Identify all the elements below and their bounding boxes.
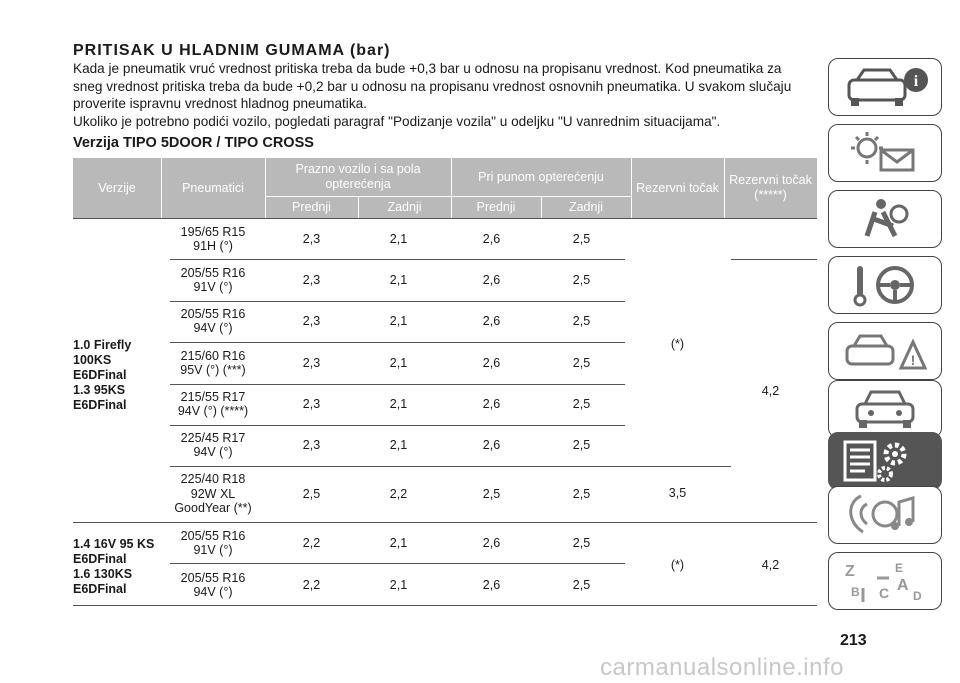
group1-row-6-front-full: 2,6 [482,438,501,452]
group1-row-3-tire-size: 205/55 R16 94V (°) [180,306,246,335]
chapter-tab-emergency[interactable] [828,322,942,380]
watermark: carmanualsonline.info [600,654,844,681]
group1-spare2: 4,2 [761,384,780,398]
chapter-tab-maintenance[interactable] [828,380,942,438]
group1-row-7-front-full: 2,5 [482,487,501,501]
header-prednji-2: Prednji [476,199,516,214]
group1-row-3-rear-normal: 2,1 [389,314,408,328]
group1-row-1-tire-size: 195/65 R15 91H (°) [180,224,246,253]
group2-row-1-front-full: 2,6 [482,536,501,550]
key-steering-icon [837,262,933,308]
group2-row-1-rear-normal: 2,1 [389,536,408,550]
header-rezervni-2: Rezervni točak (*****) [729,173,812,202]
svg-text:i: i [913,73,919,90]
group1-row-5-rear-full: 2,5 [572,397,591,411]
svg-text:Z: Z [845,563,855,580]
group1-row-4-rear-normal: 2,1 [389,356,408,370]
group1-row-3-front-full: 2,6 [482,314,501,328]
group1-spare: (*) [670,337,685,351]
header-prazno: Prazno vozilo i sa pola opterećenja [295,162,421,191]
lights-message-icon [837,130,933,176]
group1-row-4-front-normal: 2,3 [302,356,321,370]
chapter-tab-lights[interactable] [828,124,942,182]
multimedia-icon [837,492,933,538]
table-header [73,158,817,218]
header-pneumatici: Pneumatici [182,180,244,195]
warning-emergency-icon [837,328,933,374]
group1-row-6-rear-full: 2,5 [572,438,591,452]
chapter-tab-technical-data[interactable] [828,432,942,490]
header-rezervni: Rezervni točak [636,180,719,195]
group1-row-7-rear-full: 2,5 [572,487,591,501]
group2-spare: (*) [670,558,685,572]
page-number: 213 [840,632,867,649]
chapter-tab-multimedia[interactable] [828,486,942,544]
group2-row-1-front-normal: 2,2 [302,536,321,550]
group1-row-2-rear-full: 2,5 [572,273,591,287]
group1-row-2-front-normal: 2,3 [302,273,321,287]
svg-text:B: B [851,585,860,599]
lifting-paragraph: Ukoliko je potrebno podići vozilo, pogledati paragraf "Podizanje vozila" u odeljku "U vanrednim situacijama". [73,114,721,129]
group1-row-1-rear-full: 2,5 [572,232,591,246]
group1-row-7-rear-normal: 2,2 [389,487,408,501]
group1-row-3-front-normal: 2,3 [302,314,321,328]
group2-row-2-front-full: 2,6 [482,578,501,592]
car-info-icon [837,64,933,110]
group1-label: 1.0 Firefly 100KS E6DFinal 1.3 95KS E6DFinal [73,338,132,412]
group1-row-1-rear-normal: 2,1 [389,232,408,246]
group1-row-1-front-full: 2,6 [482,232,501,246]
svg-text:A: A [897,577,909,594]
group1-row-2-tire-size: 205/55 R16 91V (°) [180,265,246,294]
section-title: PRITISAK U HLADNIM GUMAMA (bar) [73,42,391,59]
group1-row-4-rear-full: 2,5 [572,356,591,370]
group2-row-1-rear-full: 2,5 [572,536,591,550]
group2-row-1-tire-size: 205/55 R16 91V (°) [180,528,246,557]
header-zadnji-2: Zadnji [568,199,604,214]
group1-row-5-tire-size: 215/55 R17 94V (°) (****) [177,389,249,418]
svg-text:!: ! [910,352,916,368]
version-subtitle: Verzija TIPO 5DOOR / TIPO CROSS [73,135,314,151]
group1-row-6-front-normal: 2,3 [302,438,321,452]
group1-row-7-tire-size: 225/40 R18 92W XL GoodYear (**) [174,472,252,516]
group1-row-4-front-full: 2,6 [482,356,501,370]
header-verzije: Verzije [98,180,136,195]
group1-row-5-front-normal: 2,3 [302,397,321,411]
group2-row-2-rear-normal: 2,1 [389,578,408,592]
group1-row-2-front-full: 2,6 [482,273,501,287]
group1-row-1-front-normal: 2,3 [302,232,321,246]
group2-row-2-rear-full: 2,5 [572,578,591,592]
svg-text:D: D [913,589,922,603]
chapter-tab-starting[interactable] [828,256,942,314]
group1-row-6-rear-normal: 2,1 [389,438,408,452]
header-prednji-1: Prednji [292,199,331,214]
chapter-tab-index[interactable] [828,552,942,610]
alphabetical-index-icon [837,558,933,604]
group1-row-2-rear-normal: 2,1 [389,273,408,287]
group2-label: 1.4 16V 95 KS E6DFinal 1.6 130KS E6DFinal [73,537,155,596]
airbag-safety-icon [837,196,933,242]
header-punom: Pri punom opterećenju [478,169,604,184]
intro-paragraph: Kada je pneumatik vruć vrednost pritiska treba da bude +0,3 bar u odnosu na propisanu vrednost. Kod pneumatika za sneg vrednost pritiska treba da bude +0,2 bar u odnosu na propisanu vrednost osnovnih pneumatika. U svakom slučaju proverite ispravnu vrednost hladnog pneumatika. [73,61,792,111]
group1-row-6-tire-size: 225/45 R17 94V (°) [180,430,246,459]
group1-row-5-front-full: 2,6 [482,397,501,411]
chapter-tab-safety[interactable] [828,190,942,248]
group2-row-2-front-normal: 2,2 [302,578,321,592]
group1-row-5-rear-normal: 2,1 [389,397,408,411]
technical-data-icon [837,438,933,484]
chapter-tab-car-info[interactable] [828,58,942,116]
header-zadnji-1: Zadnji [387,199,422,214]
svg-text:E: E [895,561,904,575]
svg-text:C: C [879,585,890,601]
group1-row-4-tire-size: 215/60 R16 95V (°) (***) [180,348,246,377]
group2-row-2-tire-size: 205/55 R16 94V (°) [180,570,246,599]
group1-spare-row7: 3,5 [668,486,687,500]
group1-row-7-front-normal: 2,5 [302,487,321,501]
group2-spare2: 4,2 [761,558,780,572]
group1-row-3-rear-full: 2,5 [572,314,591,328]
car-maintenance-icon [837,386,933,432]
